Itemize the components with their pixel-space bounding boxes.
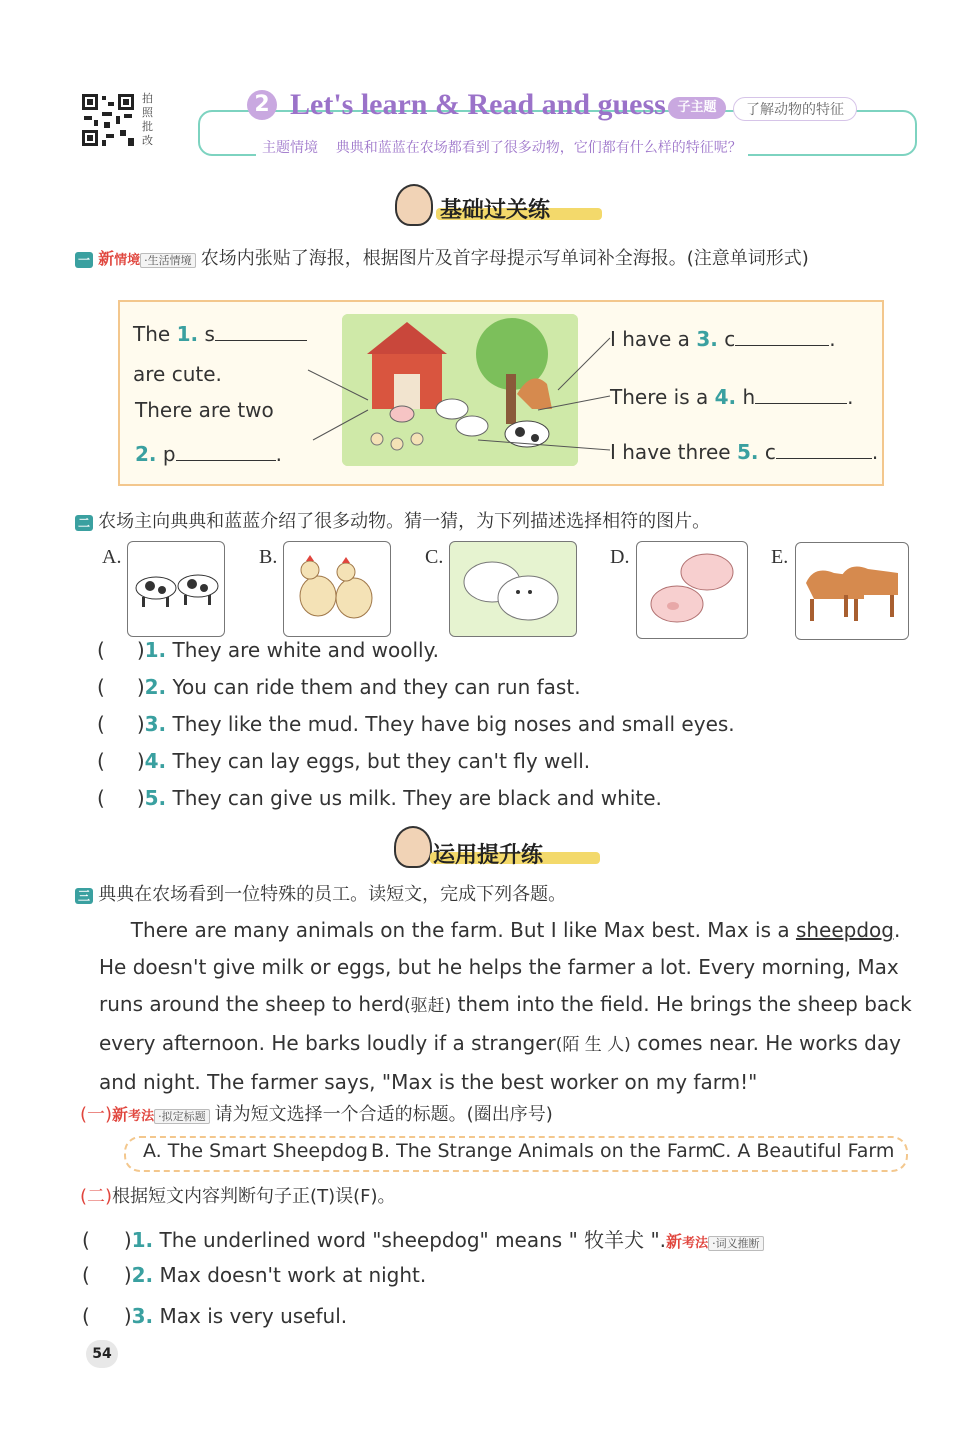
tag-type: 情境 xyxy=(114,253,141,268)
q2-item-4: ( )4. They can lay eggs, but they can't fly well. xyxy=(97,749,591,773)
question-instruction: 典典在农场看到一位特殊的员工。读短文，完成下列各题。 xyxy=(98,884,567,905)
question-instruction: 农场内张贴了海报，根据图片及首字母提示写单词补全海报。(注意单词形式) xyxy=(200,248,809,269)
poster-line-5: I have three 5. c . xyxy=(610,440,879,464)
question-3-header xyxy=(75,880,566,906)
answer-slot[interactable] xyxy=(105,785,137,805)
option-e-label: E. xyxy=(771,546,789,568)
title-option-c[interactable]: C. A Beautiful Farm xyxy=(712,1140,895,1162)
q2-item-3: ( )3. They like the mud. They have big noses and small eyes. xyxy=(97,712,735,736)
section-title-basic: 基础过关练 xyxy=(440,198,551,223)
scene-line xyxy=(256,137,748,157)
mascot-icon xyxy=(394,826,432,868)
tf-item-2: ( )2. Max doesn't work at night. xyxy=(82,1263,427,1287)
sheep-image xyxy=(449,541,577,637)
answer-blank-2[interactable] xyxy=(176,440,276,461)
new-tag: 新 xyxy=(112,1105,129,1124)
reading-passage: There are many animals on the farm. But I like Max best. Max is a sheepdog. He doesn't give milk or eggs, but he helps the farmer a lot. Every morning, Max runs around the sheep to herd(驱赶) them into the field. He brings the sheep back every afternoon. He barks loudly if a stranger(陌 生 人) comes near. He works day and night. The farmer says, "Max is the best worker on my farm!" xyxy=(99,918,912,1094)
title-option-b[interactable]: B. The Strange Animals on the Farm xyxy=(371,1140,714,1162)
question-number-icon: 一 xyxy=(75,252,93,268)
answer-blank-5[interactable] xyxy=(776,438,872,459)
new-tag: 新 xyxy=(98,249,115,268)
section-title-advanced: 运用提升练 xyxy=(433,843,544,868)
sub-topic-text: 了解动物的特征 xyxy=(733,97,857,121)
answer-slot[interactable] xyxy=(90,1262,124,1282)
option-b-label: B. xyxy=(259,546,278,568)
q2-item-1: ( )1. They are white and woolly. xyxy=(97,638,439,662)
scene-label: 主题情境 xyxy=(262,140,318,156)
title-option-a[interactable]: A. The Smart Sheepdog xyxy=(143,1140,368,1162)
part-1-header xyxy=(80,1100,553,1126)
hens-image xyxy=(283,541,391,637)
option-c-label: C. xyxy=(425,546,444,568)
page-title: Let's learn & Read and guess xyxy=(290,88,666,121)
cows-image xyxy=(127,541,225,637)
question-1-header xyxy=(75,244,809,270)
answer-slot[interactable] xyxy=(105,674,137,694)
tag-subtype: ·生活情境 xyxy=(140,253,196,268)
answer-blank-3[interactable] xyxy=(735,325,829,346)
mascot-icon xyxy=(395,184,433,226)
question-number-icon: 二 xyxy=(75,515,93,531)
poster-line-1: The 1. s xyxy=(133,320,307,346)
q2-items xyxy=(97,637,735,822)
question-2-header xyxy=(75,507,710,533)
question-instruction: 农场主向典典和蓝蓝介绍了很多动物。猜一猜，为下列描述选择相符的图片。 xyxy=(98,511,711,532)
tag-type: 考法 xyxy=(128,1109,155,1124)
poster-line-2a: There are two xyxy=(135,398,274,422)
lesson-number: 2 xyxy=(247,90,277,120)
page-number: 54 xyxy=(86,1340,118,1368)
underlined-word: sheepdog xyxy=(795,918,894,942)
answer-slot[interactable] xyxy=(105,637,137,657)
poster-line-1b: are cute. xyxy=(133,362,222,386)
q2-item-2: ( )2. You can ride them and they can run fast. xyxy=(97,675,581,699)
tag-subtype: ·拟定标题 xyxy=(154,1109,210,1124)
qr-caption: 拍照批改 xyxy=(142,92,153,147)
sub-topic-badge: 子主题 xyxy=(668,97,726,119)
part-label: (二) xyxy=(80,1186,113,1207)
poster-line-3: I have a 3. c . xyxy=(610,327,836,351)
answer-slot[interactable] xyxy=(105,711,137,731)
part-label: (一) xyxy=(80,1104,113,1125)
tf-item-3: ( )3. Max is very useful. xyxy=(82,1304,348,1328)
part-instruction: 根据短文内容判断句子正(T)误(F)。 xyxy=(112,1186,396,1207)
scene-text: 典典和蓝蓝在农场都看到了很多动物，它们都有什么样的特征呢？ xyxy=(335,140,742,156)
option-d-label: D. xyxy=(610,546,630,568)
part-instruction: 请为短文选择一个合适的标题。(圈出序号) xyxy=(214,1104,553,1125)
poster-line-2b: 2. p . xyxy=(135,442,282,466)
part-2-header xyxy=(80,1182,395,1208)
option-a-label: A. xyxy=(102,546,122,568)
answer-blank-4[interactable] xyxy=(755,383,847,404)
answer-slot[interactable] xyxy=(90,1303,124,1323)
poster-line-4: There is a 4. h . xyxy=(610,385,854,409)
qr-code xyxy=(80,92,136,148)
question-number-icon: 三 xyxy=(75,888,93,904)
tf-item-1: ( )1. The underlined word "sheepdog" means " 牧羊犬 ".新考法 ·词义推断 xyxy=(82,1224,764,1253)
q2-item-5: ( )5. They can give us milk. They are black and white. xyxy=(97,786,662,810)
answer-slot[interactable] xyxy=(105,748,137,768)
horses-image xyxy=(795,542,909,640)
pigs-image xyxy=(636,541,748,639)
answer-blank-1[interactable] xyxy=(215,320,307,341)
answer-slot[interactable] xyxy=(90,1227,124,1247)
